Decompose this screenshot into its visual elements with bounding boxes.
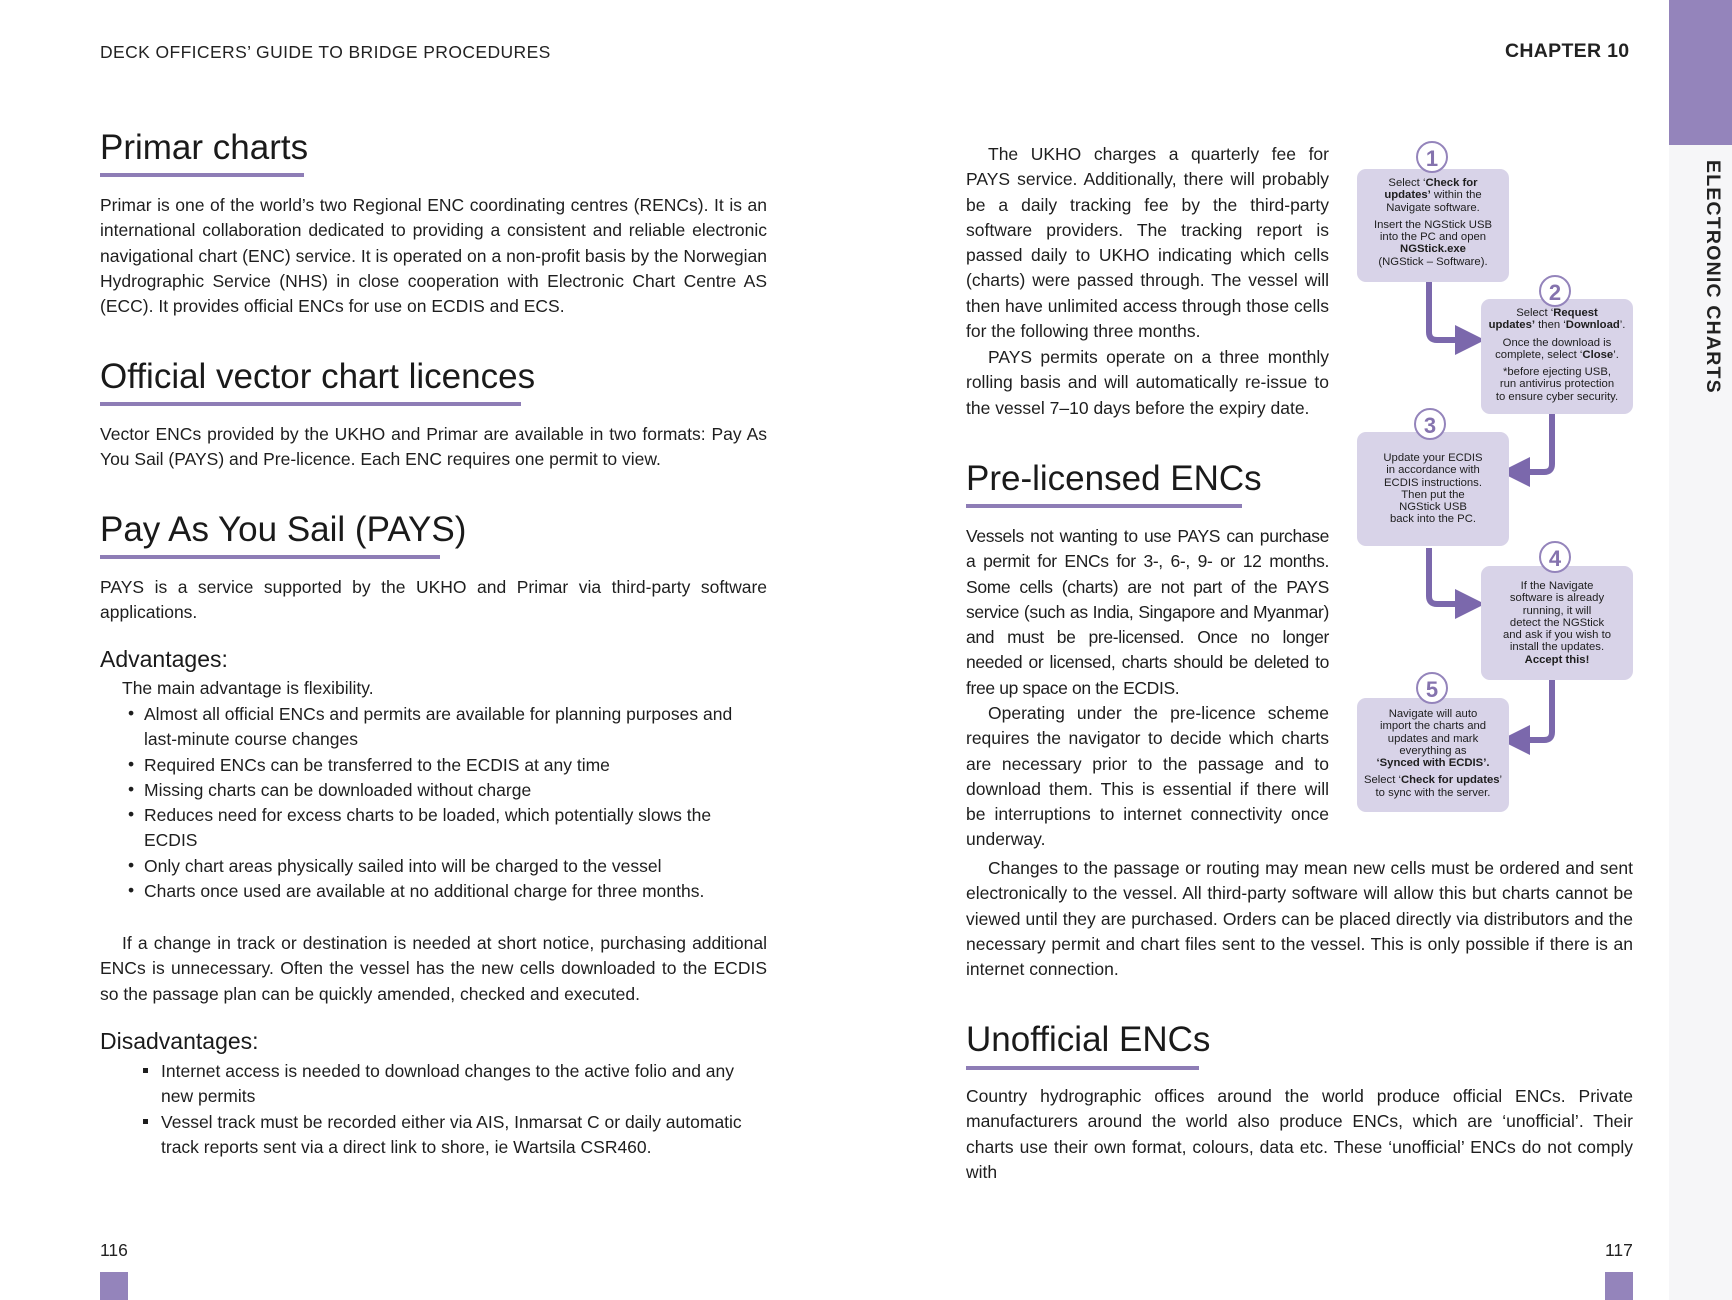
advantages-list — [128, 702, 744, 904]
fees-paragraph: The UKHO charges a quarterly fee for PAYS service. Additionally, there will probably be a daily tracking fee by the third-party software providers. The tracking report is passed daily to UKHO indicating which cells (charts) were passed through. The vessel will then have unlimited access through those cells for the following three months. — [966, 144, 1329, 342]
list-item: Vessel track must be recorded either via AIS, Inmarsat C or daily automatic track reports sent via a direct link to shore, ie Wartsila CSR460. — [161, 1110, 761, 1161]
primar-paragraph: Primar is one of the world’s two Regional ENC coordinating centres (RENCs). It is an international collaboration dedicated to providing a consistent and reliable electronic navigational chart (ENC) service. It is operated on a non-profit basis by the Norwegian Hydrographic Service (NHS) in close cooperation with Electronic Chart Centre AS (ECC). It provides official ENCs for use on ECDIS and ECS. — [100, 195, 767, 317]
step-number-badge: 2 — [1539, 275, 1571, 307]
flow-arrow — [1429, 548, 1473, 604]
pays-paragraph: PAYS is a service supported by the UKHO and Primar via third-party software applications. — [100, 577, 767, 623]
page-marker-left — [100, 1272, 128, 1300]
disadvantages-list — [161, 1059, 761, 1160]
step-number-badge: 1 — [1416, 141, 1448, 173]
page-number-right: 117 — [1605, 1240, 1633, 1260]
list-item: • Reduces need for excess charts to be loaded, which potentially slows the ECDIS — [128, 804, 712, 851]
unofficial-paragraph: Country hydrographic offices around the world produce official ENCs. Private manufacturers around the world also produce ENCs, which are ‘unofficial’. Their charts use their own format, colours, data etc. These ‘unofficial’ ENCs do not comply with — [966, 1086, 1633, 1182]
running-header-chapter: CHAPTER 10 — [1505, 40, 1630, 62]
heading-underline — [100, 555, 440, 559]
heading-pays: Pay As You Sail (PAYS) — [100, 510, 467, 549]
step-number-badge: 4 — [1539, 541, 1571, 573]
heading-vector-licences: Official vector chart licences — [100, 357, 536, 396]
list-item: • Only chart areas physically sailed into will be charged to the vessel — [128, 854, 662, 876]
flow-step-5: Navigate will auto import the charts and updates and mark everything as ‘Synced with ECDIS’. Select ‘Check for updates’ to sync with the server. — [1357, 698, 1509, 812]
flow-step-2: Select ‘Request updates’ then ‘Download’. Once the download is complete, select ‘Close’. *before ejecting USB, run antivirus protection to ensure cyber security. — [1481, 299, 1633, 414]
flow-step-1: Select ‘Check for updates’ within the Navigate software. Insert the NGStick USB into the PC and open NGStick.exe (NGStick – Software). — [1357, 169, 1509, 282]
step-number-badge: 5 — [1416, 672, 1448, 704]
flow-step-3: Update your ECDIS in accordance with ECDIS instructions. Then put the NGStick USB back into the PC. — [1357, 432, 1509, 546]
flow-arrow — [1429, 282, 1473, 340]
disadvantages-heading: Disadvantages: — [100, 1028, 259, 1054]
heading-underline — [100, 173, 304, 177]
flow-step-4: If the Navigate software is already running, it will detect the NGStick and ask if you wish to install the updates. Accept this! — [1481, 566, 1633, 680]
heading-underline — [100, 402, 521, 406]
chapter-tab-label: ELECTRONIC CHARTS — [1702, 160, 1724, 394]
permits-paragraph: PAYS permits operate on a three monthly rolling basis and will automatically re-issue to the vessel 7–10 days before the expiry date. — [966, 347, 1329, 418]
running-header-left: DECK OFFICERS’ GUIDE TO BRIDGE PROCEDURES — [100, 42, 551, 62]
prelicence-scheme-paragraph: Operating under the pre-licence scheme requires the navigator to decide which charts are necessary prior to the passage and to download them. This is essential if there will be interruptions to internet connectivity once underway. — [966, 703, 1329, 850]
flow-arrow — [1512, 410, 1552, 472]
page-number-left: 116 — [100, 1240, 128, 1260]
heading-primar-charts: Primar charts — [100, 128, 309, 167]
track-change-paragraph: If a change in track or destination is needed at short notice, purchasing additional ENCs is unnecessary. Often the vessel has the new cells downloaded to the ECDIS so the passage plan can be quickly amended, checked and executed. — [100, 933, 767, 1004]
routing-changes-paragraph: Changes to the passage or routing may mean new cells must be ordered and sent electronically to the vessel. All third-party software will allow this but charts cannot be viewed until they are purchased. Orders can be placed directly via distributors and the necessary permit and chart files sent to the vessel. This is only possible if there is an internet connection. — [966, 858, 1633, 980]
chapter-tab-marker — [1669, 0, 1732, 145]
step-number-badge: 3 — [1414, 408, 1446, 440]
list-item: • Missing charts can be downloaded without charge — [128, 778, 532, 800]
heading-underline — [966, 504, 1242, 508]
advantages-intro: The main advantage is flexibility. — [122, 678, 374, 698]
heading-underline — [966, 1066, 1199, 1070]
heading-unofficial: Unofficial ENCs — [966, 1020, 1211, 1059]
heading-prelicensed: Pre-licensed ENCs — [966, 459, 1262, 498]
list-item: • Charts once used are available at no additional charge for three months. — [128, 880, 705, 902]
licences-paragraph: Vector ENCs provided by the UKHO and Primar are available in two formats: Pay As You Sail (PAYS) and Pre-licence. Each ENC requires one permit to view. — [100, 424, 767, 470]
page-marker-right — [1605, 1272, 1633, 1300]
list-item: • Required ENCs can be transferred to the ECDIS at any time — [128, 753, 610, 775]
advantages-heading: Advantages: — [100, 646, 228, 672]
prelicensed-paragraph: Vessels not wanting to use PAYS can purchase a permit for ENCs for 3-, 6-, 9- or 12 months. Some cells (charts) are not part of the PAYS service (such as India, Singapore and Myanmar) and must be pre-licensed. Once no longer needed or licensed, charts should be deleted to free up space on the ECDIS. — [966, 526, 1329, 698]
list-item: • Almost all official ENCs and permits are available for planning purposes and last-minute course changes — [128, 703, 733, 750]
flow-arrow — [1512, 680, 1552, 740]
list-item: Internet access is needed to download changes to the active folio and any new permits — [161, 1059, 761, 1110]
